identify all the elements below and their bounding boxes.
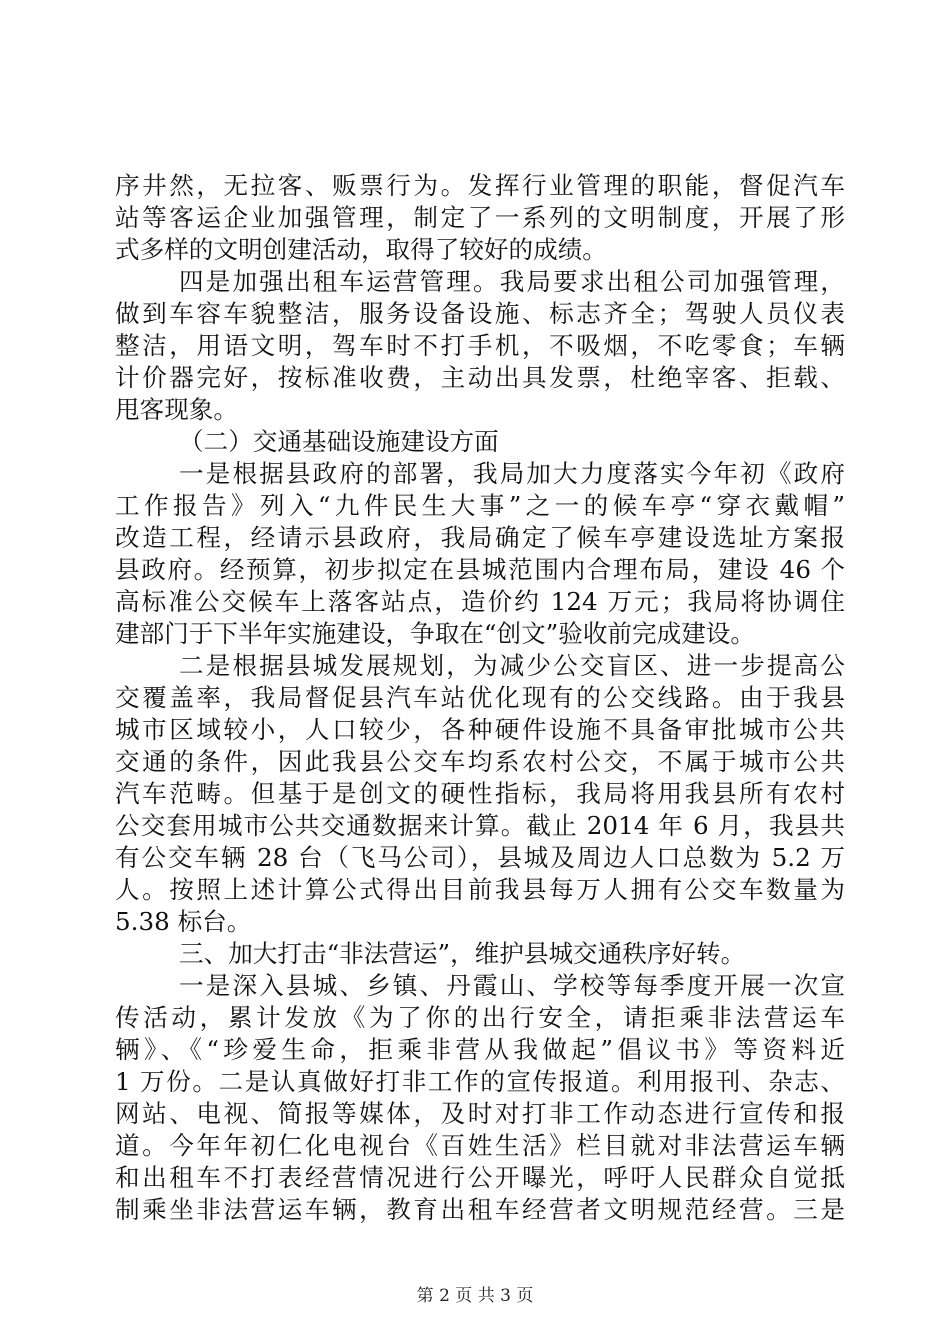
text-line: （二）交通基础设施建设方面 [179,427,499,456]
text-line: 网站、电视、简报等媒体，及时对打非工作动态进行宣传和报 [115,1099,845,1128]
text-line: 制乘坐非法营运车辆，教育出租车经营者文明规范经营。三是 [115,1195,845,1224]
text-line: 改造工程，经请示县政府，我局确定了候车亭建设选址方案报 [115,523,845,552]
text-line: 传活动，累计发放《为了你的出行安全，请拒乘非法营运车 [115,1003,845,1032]
page-footer: 第 2 页 共 3 页 [416,1286,534,1306]
text-line: 做到车容车貌整洁，服务设备设施、标志齐全；驾驶人员仪表 [115,299,845,328]
text-line: 1 万份。二是认真做好打非工作的宣传报道。利用报刊、杂志、 [115,1067,845,1096]
text-line: 公交套用城市公共交通数据来计算。截止 2014 年 6 月，我县共 [115,811,845,840]
document-body [115,170,845,1226]
text-line: 人。按照上述计算公式得出目前我县每万人拥有公交车数量为 [115,875,845,904]
text-line: 5.38 标台。 [115,907,252,936]
text-line: 二是根据县城发展规划，为减少公交盲区、进一步提高公 [179,651,845,680]
text-line: 三、加大打击“非法营运”，维护县城交通秩序好转。 [179,939,746,968]
text-line: 和出租车不打表经营情况进行公开曝光，呼吁人民群众自觉抵 [115,1163,845,1192]
text-line: 一是根据县政府的部署，我局加大力度落实今年初《政府 [179,459,845,488]
text-line: 高标准公交候车上落客站点，造价约 124 万元；我局将协调住 [115,587,845,616]
text-line: 式多样的文明创建活动，取得了较好的成绩。 [115,235,607,264]
text-line: 交覆盖率，我局督促县汽车站优化现有的公交线路。由于我县 [115,683,845,712]
text-line: 站等客运企业加强管理，制定了一系列的文明制度，开展了形 [115,203,845,232]
text-line: 整洁，用语文明，驾车时不打手机，不吸烟，不吃零食；车辆 [115,331,845,360]
text-line: 道。今年年初仁化电视台《百姓生活》栏目就对非法营运车辆 [115,1131,845,1160]
text-line: 四是加强出租车运营管理。我局要求出租公司加强管理， [179,267,845,296]
text-line: 交通的条件，因此我县公交车均系农村公交，不属于城市公共 [115,747,845,776]
text-line: 计价器完好，按标准收费，主动出具发票，杜绝宰客、拒载、 [115,363,845,392]
text-line: 县政府。经预算，初步拟定在县城范围内合理布局，建设 46 个 [115,555,845,584]
text-line: 工作报告》列入“九件民生大事”之一的候车亭“穿衣戴帽” [115,491,845,520]
text-line: 序井然，无拉客、贩票行为。发挥行业管理的职能，督促汽车 [115,171,845,200]
text-line: 汽车范畴。但基于是创文的硬性指标，我局将用我县所有农村 [115,779,845,808]
text-line: 一是深入县城、乡镇、丹霞山、学校等每季度开展一次宣 [179,971,845,1000]
text-line: 城市区域较小，人口较少，各种硬件设施不具备审批城市公共 [115,715,845,744]
text-line: 甩客现象。 [115,395,238,424]
text-line: 有公交车辆 28 台（飞马公司），县城及周边人口总数为 5.2 万 [115,843,845,872]
text-line: 建部门于下半年实施建设，争取在“创文”验收前完成建设。 [115,619,755,648]
text-line: 辆》、《“珍爱生命，拒乘非营从我做起”倡议书》等资料近 [115,1035,845,1064]
